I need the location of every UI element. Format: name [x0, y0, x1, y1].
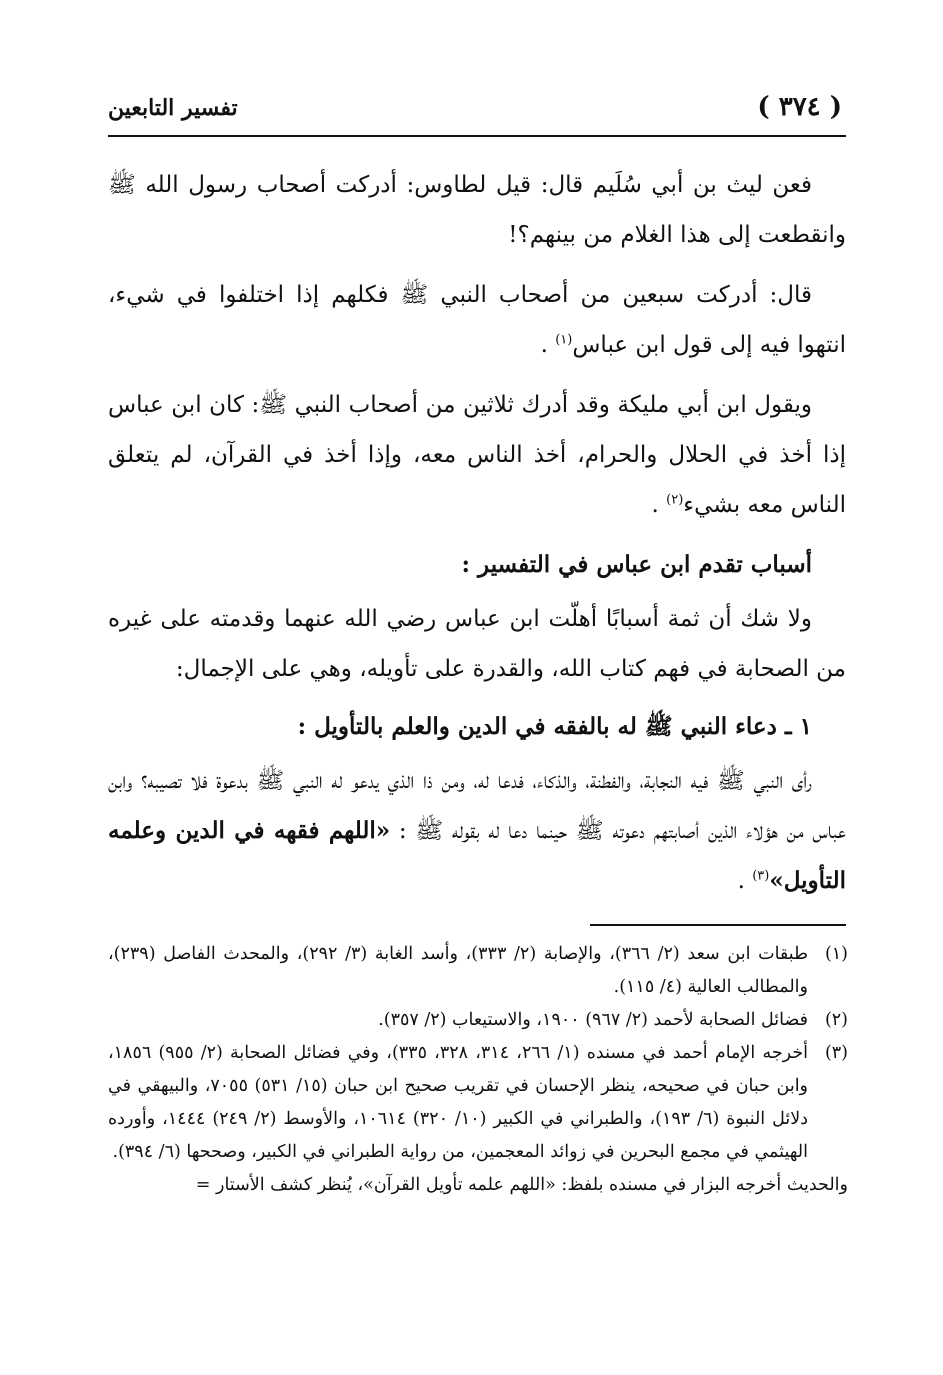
paragraph-text: قال: أدركت سبعين من أصحاب النبي ﷺ فكلهم إذا اختلفوا في شيء، انتهوا فيه إلى قول ابن عباس	[108, 282, 846, 358]
footnote-text: طبقات ابن سعد (٢/ ٣٦٦)، والإصابة (٢/ ٣٣٣)، وأسد الغابة (٣/ ٢٩٢)، والمحدث الفاصل (٢٣٩)، والمطالب العالية (٤/ ١١٥).	[108, 944, 808, 997]
paragraph-reasons: ولا شك أن ثمة أسبابًا أهلّت ابن عباس رضي الله عنهما وقدمته على غيره من الصحابة في فهم كتاب الله، والقدرة على تأويله، وهي على الإجمال:	[108, 606, 846, 682]
paragraph-end: .	[737, 868, 753, 894]
running-title: تفسير التابعين	[108, 95, 238, 121]
footnote-text: فضائل الصحابة لأحمد (٢/ ٩٦٧) ١٩٠٠، والاستيعاب (٢/ ٣٥٧).	[378, 1010, 808, 1030]
paragraph-ibn-abi-mulaika	[108, 380, 846, 530]
footnotes	[108, 938, 848, 1202]
page-header	[108, 88, 846, 132]
section-heading: أسباب تقدم ابن عباس في التفسير :	[461, 551, 812, 578]
footnote-number: (٢)	[824, 1010, 848, 1030]
subsection-heading: ١ ـ دعاء النبي ﷺ له بالفقه في الدين والعلم بالتأويل :	[297, 713, 812, 740]
footnote-1	[108, 938, 848, 1004]
footnote-number: (٣)	[824, 1043, 848, 1063]
hadith-quote: «اللهم فقهه في الدين وعلمه التأويل»	[108, 817, 846, 894]
footnote-ref-1: (١)	[555, 332, 573, 348]
footnote-3	[108, 1037, 848, 1169]
paragraph-end: .	[651, 492, 667, 518]
footnote-ref-3: (٣)	[752, 868, 770, 884]
paragraph-text: رأى النبي ﷺ فيه النجابة، والفطنة، والذكاء، فدعا له، ومن ذا الذي يدعو له النبي ﷺ بدعوة فلا تصيبه؟ وابن عباس من هؤلاء الذين أصابتهم دعوته ﷺ حينما دعا له بقوله ﷺ :	[108, 768, 846, 844]
footnote-rule	[590, 924, 846, 926]
footnote-ref-2: (٢)	[666, 492, 684, 508]
paragraph-end: .	[540, 332, 556, 358]
paragraph-prophet-dua	[108, 756, 846, 906]
paragraph-tawus-answer	[108, 270, 846, 370]
footnote-continuation: والحديث أخرجه البزار في مسنده بلفظ: «اللهم علمه تأويل القرآن»، يُنظر كشف الأستار =	[195, 1175, 848, 1195]
paragraph-text: ويقول ابن أبي مليكة وقد أدرك ثلاثين من أصحاب النبي ﷺ: كان ابن عباس إذا أخذ في الحلال والحرام، أخذ الناس معه، وإذا أخذ في القرآن، لم يتعلق الناس معه بشيء	[108, 392, 846, 518]
main-text	[108, 160, 846, 906]
footnote-text: أخرجه الإمام أحمد في مسنده (١/ ٢٦٦، ٣١٤، ٣٢٨، ٣٣٥)، وفي فضائل الصحابة (٢/ ٩٥٥) ١٨٥٦، وابن حبان في صحيحه، ينظر الإحسان في تقريب صحيح ابن حبان (١٥/ ٥٣١) ٧٠٥٥، والبيهقي في دلائل النبوة (٦/ ١٩٣)، والطبراني في الكبير (١٠/ ٣٢٠) ١٠٦١٤، والأوسط (٢/ ٢٤٩) ١٤٤٤، وأورده الهيثمي في مجمع البحرين في زوائد المعجمين، من رواية الطبراني في الكبير، وصححها (٦/ ٣٩٤).	[108, 1043, 809, 1162]
page-number: ( ٣٧٤ )	[757, 92, 842, 122]
header-rule	[108, 135, 846, 137]
footnote-2	[108, 1004, 848, 1037]
paragraph-tawus: فعن ليث بن أبي سُلَيم قال: قيل لطاوس: أدركت أصحاب رسول الله ﷺ وانقطعت إلى هذا الغلام من بينهم؟!	[108, 172, 846, 248]
footnote-number: (١)	[824, 944, 848, 964]
